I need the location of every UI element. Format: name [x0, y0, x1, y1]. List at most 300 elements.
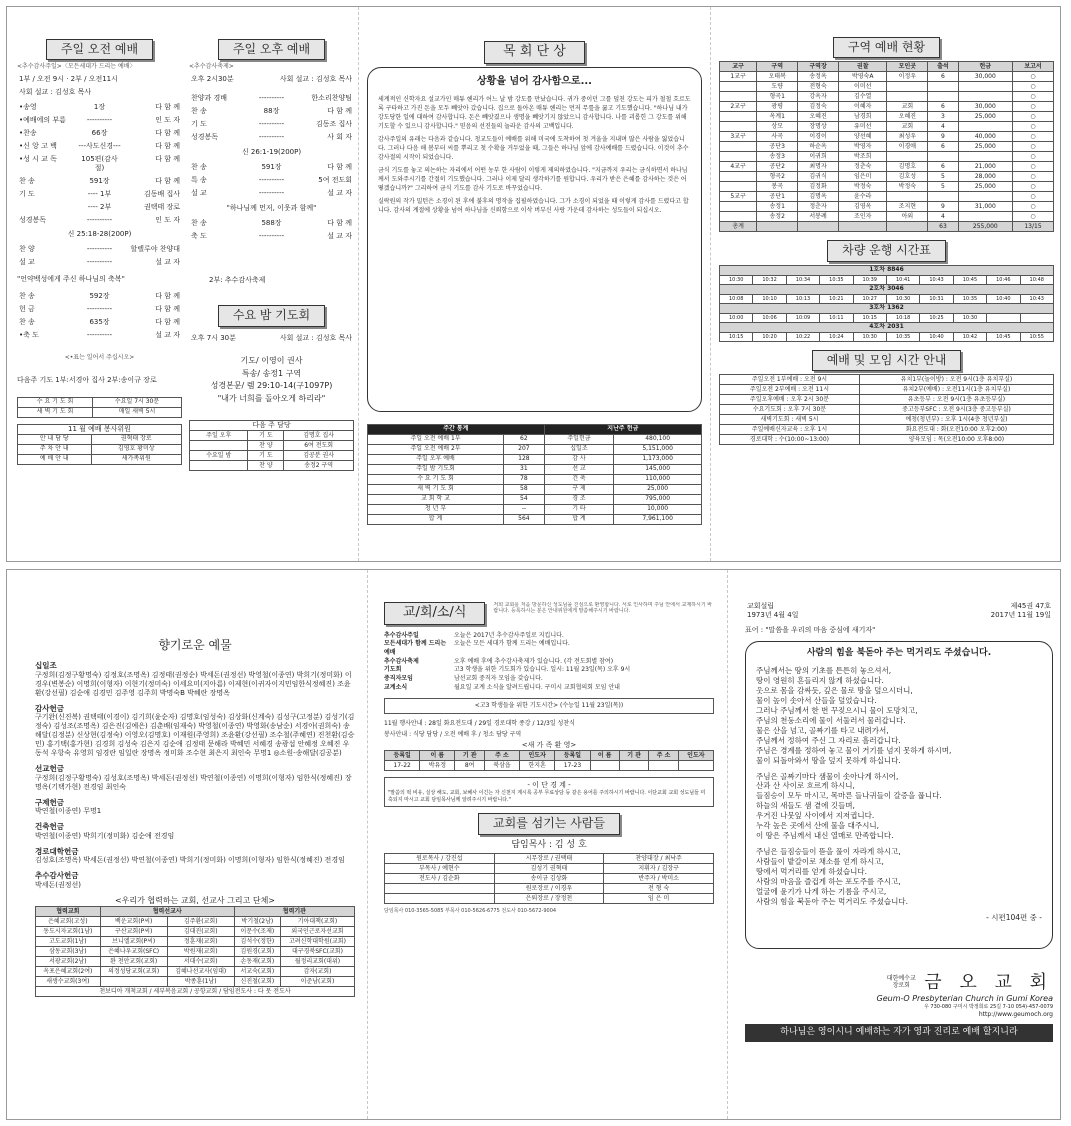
cell: 김정화 [798, 182, 839, 192]
pastor-box [367, 67, 702, 412]
news-item-label: 중직자모임 [384, 675, 413, 683]
morning-service [17, 39, 182, 559]
cell: 감 사 [544, 454, 614, 464]
cell [928, 82, 958, 92]
cell: 완 천안교회(교회) [100, 957, 167, 967]
cell [887, 222, 928, 232]
verse-line: 주님의 천둥소리에 물이 서둘러서 물러갑니다. [756, 715, 906, 725]
cell: 송정2 구역 [284, 460, 354, 470]
col-header: 구역 [757, 62, 798, 72]
bus-time: 10:06 [753, 313, 786, 322]
verse-line: 들짐승이 모두 마시고, 목마른 들나귀들이 갈증을 풉니다. [756, 791, 942, 801]
cell: 등록일 [555, 751, 590, 761]
cell: 30,000 [958, 72, 1012, 82]
table-row [720, 162, 1054, 172]
cell: 정춘숙 [839, 162, 887, 172]
cell: 25,000 [958, 112, 1012, 122]
afternoon-preacher: 사회 설교 : 김성호 목사 [279, 75, 352, 84]
order-cell: 찬 송 [19, 176, 35, 185]
order-cell: ---------- [258, 175, 285, 184]
table-row [720, 385, 1054, 395]
cell: ○ [1013, 172, 1054, 182]
cell: ○ [1013, 182, 1054, 192]
cell: ○ [1013, 132, 1054, 142]
news-item [384, 675, 714, 684]
order-cell: 기 도 [191, 119, 207, 128]
motto: 표어 : "말씀을 우리의 마음 중심에 새기자" [745, 625, 876, 634]
november-title: 11 월 예배 봉사위원 [17, 424, 182, 434]
table-row [720, 435, 1054, 445]
cell: ○ [1013, 202, 1054, 212]
cell: 4 [928, 212, 958, 222]
verse-line: 하늘의 새들도 샘 곁에 깃들며, [756, 801, 855, 811]
afternoon-order-2 [189, 163, 354, 198]
cell: 협력교회 [36, 907, 101, 917]
bus-title: 차량 운행 시간표 [827, 240, 946, 261]
bus-time: 10:32 [753, 275, 786, 284]
order-cell: 설 교 [191, 188, 207, 197]
cell: ○ [1013, 142, 1054, 152]
cell: 6 [928, 142, 958, 152]
footer-verse: 하나님은 영이시니 예배하는 자가 영과 진리로 예배 할지니라 [745, 1024, 1053, 1042]
cell: 새생수교회(3여) [36, 977, 101, 987]
table-row [36, 917, 355, 927]
cell: 손동재(교회) [234, 957, 280, 967]
cell: 김주환(교회) [167, 917, 234, 927]
psalm-heading: 사람의 힘을 북돋아 주는 먹거리도 주셨습니다. [806, 647, 992, 658]
cell [190, 440, 248, 450]
order-row [189, 232, 354, 241]
gift-section-names: 박세돈(권정선) [35, 880, 82, 889]
bus-time: 10:30 [720, 275, 753, 284]
cell: 17-22 [385, 761, 420, 771]
order-cell: 설 교 자 [327, 231, 352, 240]
cell: 구산교회(P씨) [100, 927, 167, 937]
cell: 25,000 [958, 182, 1012, 192]
order-row [17, 177, 182, 186]
church-english: Geum-O Presbyterian Church in Gumi Korea [876, 993, 1053, 1003]
order-cell: 할렐루야 찬양대 [130, 245, 180, 254]
news-item [384, 640, 714, 657]
cell [720, 152, 757, 162]
district-table [719, 61, 1054, 232]
cell: 브니엘교회(P씨) [100, 937, 167, 947]
cell: 송정3 [757, 152, 798, 162]
cell: 청 년 부 [368, 504, 504, 514]
cell: 새벽기도회 : 새벽 5시 [720, 415, 860, 425]
table-row [720, 375, 1054, 385]
cell: 주일헌금 [544, 434, 614, 444]
verse-line: 사람의 마음을 즐겁게 하는 포도주를 주시고, [756, 877, 901, 887]
table-row [385, 884, 714, 894]
fold-line [727, 570, 728, 1119]
verse-line: 물은 산을 넘고, 골짜기를 타고 내려가서, [756, 725, 889, 735]
cell: 58 [504, 484, 545, 494]
cell: 25,000 [614, 484, 702, 494]
table-row [720, 202, 1054, 212]
cell: 송정1 [757, 202, 798, 212]
cell [958, 82, 1012, 92]
church-website[interactable]: http://www.geumoch.org [978, 1010, 1053, 1018]
news-sub: 봉사안내 : 식당 담당 / 오전 예배 후 / 청소 담당 구역 [384, 730, 522, 738]
bus-time: 10:46 [987, 275, 1020, 284]
cell: 송정옥 [798, 72, 839, 82]
cell [958, 122, 1012, 132]
cell: ○ [1013, 162, 1054, 172]
table-row [720, 172, 1054, 182]
table-row [368, 494, 702, 504]
cell: 김혜나선교사(임대) [167, 967, 234, 977]
order-cell: 찬 송 [191, 106, 207, 115]
table-row [36, 977, 355, 987]
cell: 수요일 밤 [190, 450, 248, 460]
verse-line: 주님께서는 땅의 기초를 튼튼히 놓으셔서, [756, 665, 892, 675]
news-item-label: 기도회 [384, 666, 402, 674]
cell: 은퇴장로 / 장정천 [494, 894, 604, 904]
morning-title: 주일 오전 예배 [46, 39, 153, 60]
order-cell: 설 교 [19, 258, 35, 267]
order-cell: ---------- [86, 215, 113, 224]
table-row [368, 434, 702, 444]
cell: 정춘자 [798, 202, 839, 212]
bus-route-name: 1호차 8846 [720, 265, 1054, 275]
table-row [36, 967, 355, 977]
cell: 78 [504, 474, 545, 484]
cell: 송이규 김상화 [494, 874, 604, 884]
order-cell: •송영 [19, 102, 37, 111]
table-row [36, 947, 355, 957]
cell: 형곡1 [757, 92, 798, 102]
table-row [368, 484, 702, 494]
cell: 유치2부(예배) : 오전11시(1층 유치부실) [859, 385, 1053, 395]
cell [385, 894, 495, 904]
founded-label: 교회설립 [747, 602, 775, 610]
order-cell: ---------- [86, 258, 113, 267]
cell [928, 152, 958, 162]
order-row [189, 163, 354, 172]
cell: 최명자 [798, 162, 839, 172]
cell: 2교구 [720, 102, 757, 112]
cell [887, 192, 928, 202]
order-cell: 1장 [93, 102, 106, 111]
cell [839, 222, 887, 232]
verse-line: 주님은 경계를 정하여 놓고 물이 거기를 넘지 못하게 하시며, [756, 745, 952, 755]
verse-line: 사람의 힘을 북돋아 주는 먹거리도 주셨습니다. [756, 897, 908, 907]
col-header: 교구 [720, 62, 757, 72]
bus-time: 10:43 [920, 275, 953, 284]
cell: 공단3 [757, 142, 798, 152]
order-cell: 김동배 집사 [143, 189, 180, 198]
servers-table [384, 853, 714, 904]
order-cell: 권택태 장로 [143, 202, 180, 211]
psalm-box [745, 641, 1053, 949]
cell [720, 112, 757, 122]
cell: 주일오전 2부예배 : 오전 11시 [720, 385, 860, 395]
bus-time: 10:30 [886, 294, 919, 303]
table-row [385, 894, 714, 904]
morning-times: 1부 / 오전 9시 · 2부 / 오전11시 [19, 75, 118, 84]
cell [928, 192, 958, 202]
cell [720, 122, 757, 132]
bus-time: 10:35 [953, 294, 986, 303]
table-row [720, 72, 1054, 82]
verse-line: 땅에서 먹거리를 얻게 하셨습니다. [756, 867, 867, 877]
morning-sub: <추수감사주일>〈모든세대가 드리는 예배〉 [17, 63, 136, 71]
pastor-p3: 금식 기도를 놓고 의논하는 자리에서 어떤 농부 한 사람이 이렇게 제의하였습니다. "지금까지 우리는 금식하면서 하나님께서 도와주시기를 간절히 기도했습니다. 그러나 이제 달리 생각하기를 원합니다. 우리가 받은 은혜를 감사하는 것은 어떻겠습니까?" 그리하여 금식 기도를 감사 기도로 바꾸었습니다. [378, 166, 688, 192]
cell: 10,000 [614, 504, 702, 514]
order-cell: 66장 [91, 128, 108, 137]
cell: 교회 [887, 102, 928, 112]
news-item-label: 추수감사주일 [384, 631, 419, 639]
order-cell: 한소리찬양팀 [311, 93, 352, 102]
news-column [384, 602, 714, 1114]
order-cell: ---------- [86, 245, 113, 254]
bus-time: 10:35 [886, 332, 919, 341]
bus-route-name: 2호차 3046 [720, 284, 1054, 294]
cell: 김성기 권혁태 [494, 864, 604, 874]
bus-time: 10:30 [853, 332, 886, 341]
order-cell: 다 함 께 [155, 141, 180, 150]
cell: 임 은 미 [604, 894, 714, 904]
cell: 110,000 [614, 474, 702, 484]
order-cell: ---- 1부 [87, 189, 112, 198]
fold-line [710, 7, 711, 561]
order-row [17, 318, 182, 327]
col-header: 보고서 [1013, 62, 1054, 72]
cell: 17-23 [555, 761, 590, 771]
bus-time: 10:43 [1020, 294, 1053, 303]
cell: ○ [1013, 112, 1054, 122]
news-item [384, 632, 714, 641]
order-cell [19, 203, 77, 212]
order-cell: 기 도 [19, 189, 35, 198]
gift-section-title: 건축헌금 [35, 822, 64, 832]
table-row [720, 182, 1054, 192]
order-cell: ---------- [86, 331, 113, 340]
order-cell: •축 도 [19, 331, 39, 340]
order-cell: •성 시 교 독 [19, 154, 57, 163]
verse-line: 그러나 주님께서 한 번 꾸짖으시니 물이 도망치고, [756, 705, 918, 715]
fold-line [367, 570, 368, 1119]
cell: 박정숙 [887, 182, 928, 192]
cell: 총계 [720, 222, 757, 232]
bus-time: 10:11 [820, 313, 853, 322]
bus-time: 10:27 [853, 294, 886, 303]
gift-section-title: 경로대학헌금 [35, 846, 79, 856]
offering-table [367, 424, 702, 525]
cell: 6 [928, 72, 958, 82]
cell: 주 소 [484, 751, 519, 761]
cell: 김명호 집사 [284, 430, 354, 440]
table-row [368, 504, 702, 514]
gift-section-title: 십일조 [35, 661, 57, 671]
news-item-text: 오늘은 모든 세대가 함께 드리는 예배입니다. [454, 640, 570, 648]
cell: 서광교회(2남) [36, 957, 101, 967]
bus-route-head [720, 322, 1054, 332]
gift-section-names: 김성호(조명옥) 박세돈(권정선) 박연철(이종연) 박희기(정미화) 이명희(이형자) 임한식(정혜진) 전경임 [35, 856, 345, 865]
table-row [720, 82, 1054, 92]
new-family-table [384, 750, 714, 771]
cell: 권혁태 장로 [91, 434, 181, 444]
cell: 양선혜 [839, 132, 887, 142]
cell [720, 82, 757, 92]
cell [385, 884, 495, 894]
order-cell: 다 함 께 [327, 162, 352, 171]
gift-section-title: 추수감사헌금 [35, 871, 79, 881]
afternoon-title: 주일 오후 예배 [218, 39, 325, 60]
cell: 건 축 [544, 474, 614, 484]
cell: 협력기관 [234, 907, 354, 917]
news-intro: 저희 교회를 처음 방문하신 성도님을 진심으로 환영합니다. 서로 인사하며 주님 안에서 교제하시기 바랍니다. 등록하시는 분은 안내위원에게 말씀해주시기 바랍니다. [493, 602, 713, 615]
cell: 유치1부(놀이방) : 오전 9시(1층 유치부실) [859, 375, 1053, 385]
cell [958, 192, 1012, 202]
order-row [17, 331, 182, 340]
cell: 김수열 [839, 92, 887, 102]
order-cell: 88장 [263, 106, 280, 115]
new-family-title: <새 가 족 환 영> [521, 741, 577, 750]
cell: 외국인근로자선교회 [281, 927, 355, 937]
cell: 고려신학대학원(교회) [281, 937, 355, 947]
cell: 3 [928, 112, 958, 122]
gift-section-names: 구정희(김정구황명숙) 김정호(조명옥) 김정태(권정순) 박세돈(권정선) 박영철(이종연) 박희기(정미화) 이경우(변봉순) 이명희(이형자) 이현기(정미숙) 이세요미(지아름) 이제현(이귀자이지민임한식정혜진) 조윤환(강선필) 김순애 김경민 김주영 김주희 박명숙B 박혜란 장명옥 [35, 670, 352, 697]
cell: 주 소 [649, 751, 678, 761]
cell [678, 761, 713, 771]
news-banner: <고3 학생들을 위한 기도시간> (수능일 11월 23일(목)) [384, 698, 714, 714]
total-row [720, 222, 1054, 232]
bus-time: 10:10 [753, 294, 786, 303]
bus-time: 10:34 [786, 275, 819, 284]
cell [190, 460, 248, 470]
bus-time: 10:39 [853, 275, 886, 284]
order-row [17, 245, 182, 254]
cell: 김명호 [887, 162, 928, 172]
news-item-label: 교계소식 [384, 683, 408, 691]
table-row [368, 454, 702, 464]
offering-h1: 주간 통계 [368, 424, 545, 434]
bus-time: 10:00 [720, 313, 753, 322]
verse-line: 주님께서 정하여 주신 그 자리로 흘러갑니다. [756, 735, 901, 745]
news-item-label: 모든세대가 함께 드리는 예배 [384, 640, 447, 656]
news-item-label: 추수감사축제 [384, 657, 419, 665]
morning-note: <•표는 일어서 주십시오> [64, 354, 135, 362]
bus-time: 10:48 [1020, 275, 1053, 284]
cell: 강옥자 [798, 92, 839, 102]
pastor-p4: 실락원의 작가 밀턴은 소경이 된 후에 불후의 명작을 집필하였습니다. 그가 소경이 되었을 때 이렇게 감사를 드렸다고 합니다. 감사의 계절에 상황을 넘어 하나님을 신뢰함으로 이삭 버부신 사랑 가운데 감사하는 성도들이 되십시오. [378, 197, 689, 214]
verse-line: 물이 되돌아와서 땅을 덮지 못하게 하십니다. [756, 755, 901, 765]
cell: 새가족위원 [91, 454, 181, 464]
wednesday-line3: 성경본문/ 렘 29:10-14(구1097P) [210, 381, 333, 391]
morning-scripture: 신 25:18-28(200P) [67, 230, 132, 239]
cell: 박영숙A [839, 72, 887, 82]
cell: -- [504, 504, 545, 514]
afternoon-scripture: 신 26:1-19(200P) [241, 147, 302, 156]
cell: 은혜나우교회(SFC) [100, 947, 167, 957]
bus-times [720, 313, 1054, 322]
cell: 1교구 [720, 72, 757, 82]
partners-table [35, 906, 355, 997]
order-cell: ---------- [86, 115, 113, 124]
table-row [720, 132, 1054, 142]
news-title: 교/회/소/식 [384, 602, 485, 625]
bus-times [720, 294, 1054, 303]
duty-title: 다음 주 담당 [189, 420, 354, 430]
col-header: 헌금 [958, 62, 1012, 72]
cell: 주일 오후 [190, 430, 248, 440]
bus-time: 10:21 [820, 294, 853, 303]
bus-route-name: 4호차 2031 [720, 322, 1054, 332]
wednesday-line2: 특송/ 송정1 구역 [241, 368, 302, 378]
order-cell: 다 함 께 [155, 318, 180, 327]
cell: 유초등부 : 오전 9시(1층 유초등부실) [859, 395, 1053, 405]
issue: 제45권 47호 [1010, 602, 1051, 610]
bulletin-outer-sheet [6, 569, 1061, 1120]
cell: 봉곡 [757, 182, 798, 192]
cell: 28,000 [958, 172, 1012, 182]
cell [958, 212, 1012, 222]
afternoon-sermon: "하나님께 먼저, 이웃과 함께" [226, 203, 317, 212]
wednesday-line4: "내가 너희를 돌아오게 하리라" [217, 394, 326, 404]
cell: 박기철(2남) [234, 917, 280, 927]
cell: 62 [504, 434, 545, 444]
cell: 예청(청년부) : 오후 1시(4층 청년부실) [859, 415, 1053, 425]
cell: 지휘자 / 김장구 [604, 864, 714, 874]
cell: 교 회 학 교 [368, 494, 504, 504]
cell: 새 벽 기 도 회 [18, 407, 93, 417]
cell: 북삼읍 [484, 761, 519, 771]
cell: 주일 오전 예배 1부 [368, 434, 504, 444]
bus-time: 10:15 [853, 313, 886, 322]
cell [720, 182, 757, 192]
cell: 주 차 안 내 [18, 444, 92, 454]
cell: 한지혼 [520, 761, 555, 771]
cell: 서봉례 [798, 212, 839, 222]
order-cell: 다 함 께 [155, 292, 180, 301]
gift-section-names: 박연철(이종연) 무명1 [35, 807, 102, 816]
table-row [36, 957, 355, 967]
bus-time: 10:42 [953, 332, 986, 341]
news-items [384, 632, 714, 693]
bus-route-head [720, 303, 1054, 313]
cell: 동도시자교회(1남) [36, 927, 101, 937]
cell [590, 761, 619, 771]
order-cell: 특 송 [191, 175, 207, 184]
order-cell: 105편(감사절) [81, 154, 118, 172]
cell: 찬양대장 / 최낙주 [604, 854, 714, 864]
cell: 새 벽 기 도 회 [368, 484, 504, 494]
cell: 6여 전도회 [284, 440, 354, 450]
bus-time [1020, 313, 1053, 322]
church-name: 금 오 교 회 [924, 971, 1053, 993]
cell: 8여 [455, 761, 484, 771]
wednesday-line1: 기도/ 이영이 권사 [240, 355, 303, 365]
verse-line: 땅이 영원히 흔들리지 않게 하셨습니다. [756, 675, 884, 685]
phones: 담임목사 010-3565-5085 부목사 010-5626-6775 전도사 010-5672-9004 [384, 908, 557, 915]
bus-time: 10:22 [786, 332, 819, 341]
table-row [720, 192, 1054, 202]
table-row [720, 212, 1054, 222]
cell: ○ [1013, 92, 1054, 102]
table-row [36, 937, 355, 947]
table-row [385, 854, 714, 864]
order-cell: 찬 양 [19, 245, 35, 254]
cell: 형곡2 [757, 172, 798, 182]
cell: 이문수(조제) [234, 927, 280, 937]
order-row [17, 292, 182, 301]
cell: 주일예배신자교육 : 오후 1시 [720, 425, 860, 435]
order-cell: ---------- [258, 119, 285, 128]
bus-time: 10:55 [1020, 332, 1053, 341]
order-cell: 축 도 [191, 231, 207, 240]
